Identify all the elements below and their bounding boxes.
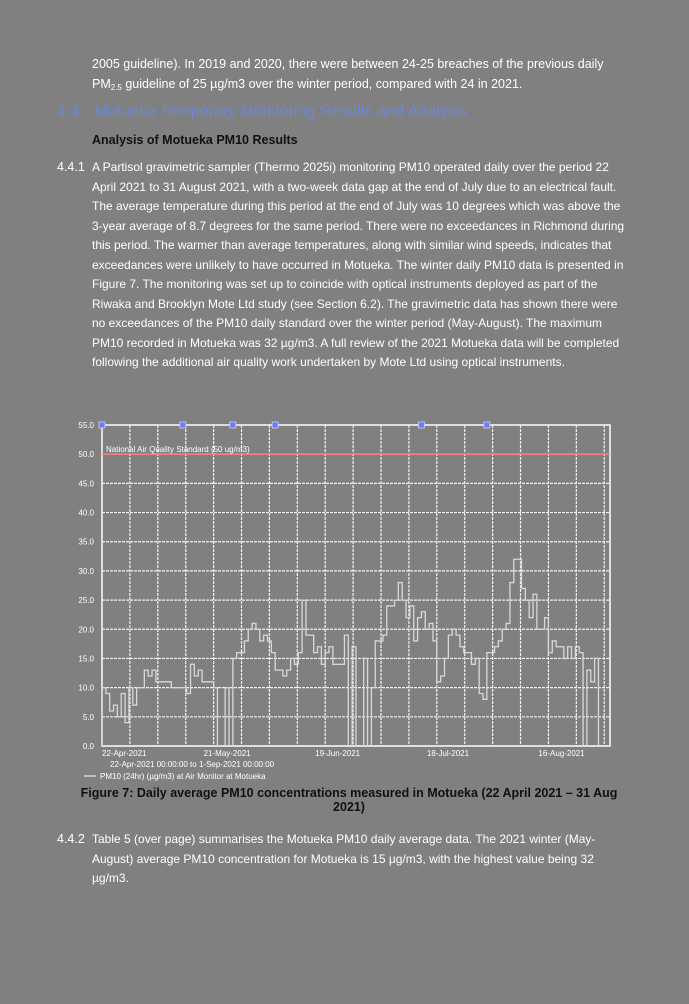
intro-line-2: guideline of 25 µg/m3 over the winter period, compared with 24 in 2021. — [121, 76, 523, 91]
subheading: Analysis of Motueka PM10 Results — [92, 133, 298, 147]
standard-label: National Air Quality Standard (50 ug/m3) — [106, 445, 250, 455]
date-range-label: 22-Apr-2021 00:00:00 to 1-Sep-2021 00:00:00 — [110, 760, 275, 769]
svg-text:21-May-2021: 21-May-2021 — [203, 749, 251, 758]
intro-paragraph — [92, 55, 632, 97]
y-axis-ticks — [78, 421, 94, 751]
svg-text:19-Jun-2021: 19-Jun-2021 — [315, 749, 361, 758]
pm10-series-line — [102, 559, 630, 746]
svg-text:40.0: 40.0 — [78, 508, 94, 518]
figure-caption: Figure 7: Daily average PM10 concentrations measured in Motueka (22 April 2021 – 31 Aug 2021) — [80, 786, 618, 814]
section-heading — [57, 103, 467, 121]
pm10-chart — [70, 410, 630, 785]
section-number: 4.4 — [57, 103, 80, 120]
legend-label: PM10 (24hr) (µg/m3) at Air Monitor at Motueka — [100, 772, 266, 781]
svg-text:18-Jul-2021: 18-Jul-2021 — [426, 749, 470, 758]
svg-text:55.0: 55.0 — [78, 421, 94, 430]
svg-text:22-Apr-2021: 22-Apr-2021 — [102, 749, 147, 758]
x-axis-ticks — [102, 749, 585, 758]
svg-text:0.0: 0.0 — [82, 742, 94, 751]
para-441-number: 4.4.1 — [57, 160, 85, 174]
para-441-text: A Partisol gravimetric sampler (Thermo 2025i) monitoring PM10 operated daily over the period 22 April 2021 to 31 August 2021, with a two-week data gap at the end of July due to an electrical fault. The average temperature during this period at the end of July was 10 degrees which was above the 3-year average of 8.7 degrees for the same period. There were no exceedances in Richmond during this period. The warmer than average temperatures, along with similar wind speeds, indicates that exceedances were unlikely to have occurred in Motueka. The winter daily PM10 data is presented in Figure 7. The monitoring was set up to coincide with optical instruments deployed as part of the Riwaka and Brooklyn Mote Ltd study (see Section 6.2). The gravimetric data has shown there were no exceedances of the PM10 daily standard over the winter period (May-August). The maximum PM10 recorded in Motueka was 32 µg/m3. A full review of the 2021 Motueka data will be completed following the additional air quality work undertaken by Mote Ltd using optical instruments. — [92, 160, 625, 369]
svg-text:45.0: 45.0 — [78, 479, 94, 489]
para-442-number: 4.4.2 — [57, 832, 85, 846]
intro-pm: PM — [92, 76, 111, 91]
svg-text:25.0: 25.0 — [78, 596, 94, 606]
svg-text:5.0: 5.0 — [82, 712, 94, 722]
para-442-text: Table 5 (over page) summarises the Motueka PM10 daily average data. The 2021 winter (May-August) average PM10 concentration for Motueka is 15 µg/m3, with the highest value being 32 µg/m3. — [92, 832, 596, 885]
svg-text:10.0: 10.0 — [78, 683, 94, 693]
svg-text:15.0: 15.0 — [78, 654, 94, 664]
svg-text:16-Aug-2021: 16-Aug-2021 — [538, 749, 585, 758]
section-title: Motueka Temporary Monitoring Results and Analysis — [95, 103, 468, 120]
svg-text:35.0: 35.0 — [78, 537, 94, 547]
intro-line-1: 2005 guideline). In 2019 and 2020, there were between 24-25 breaches of the previous daily — [92, 57, 604, 71]
intro-pm-sub: 2.5 — [110, 82, 122, 92]
svg-text:30.0: 30.0 — [78, 566, 94, 576]
svg-text:50.0: 50.0 — [78, 450, 94, 460]
svg-text:20.0: 20.0 — [78, 625, 94, 635]
